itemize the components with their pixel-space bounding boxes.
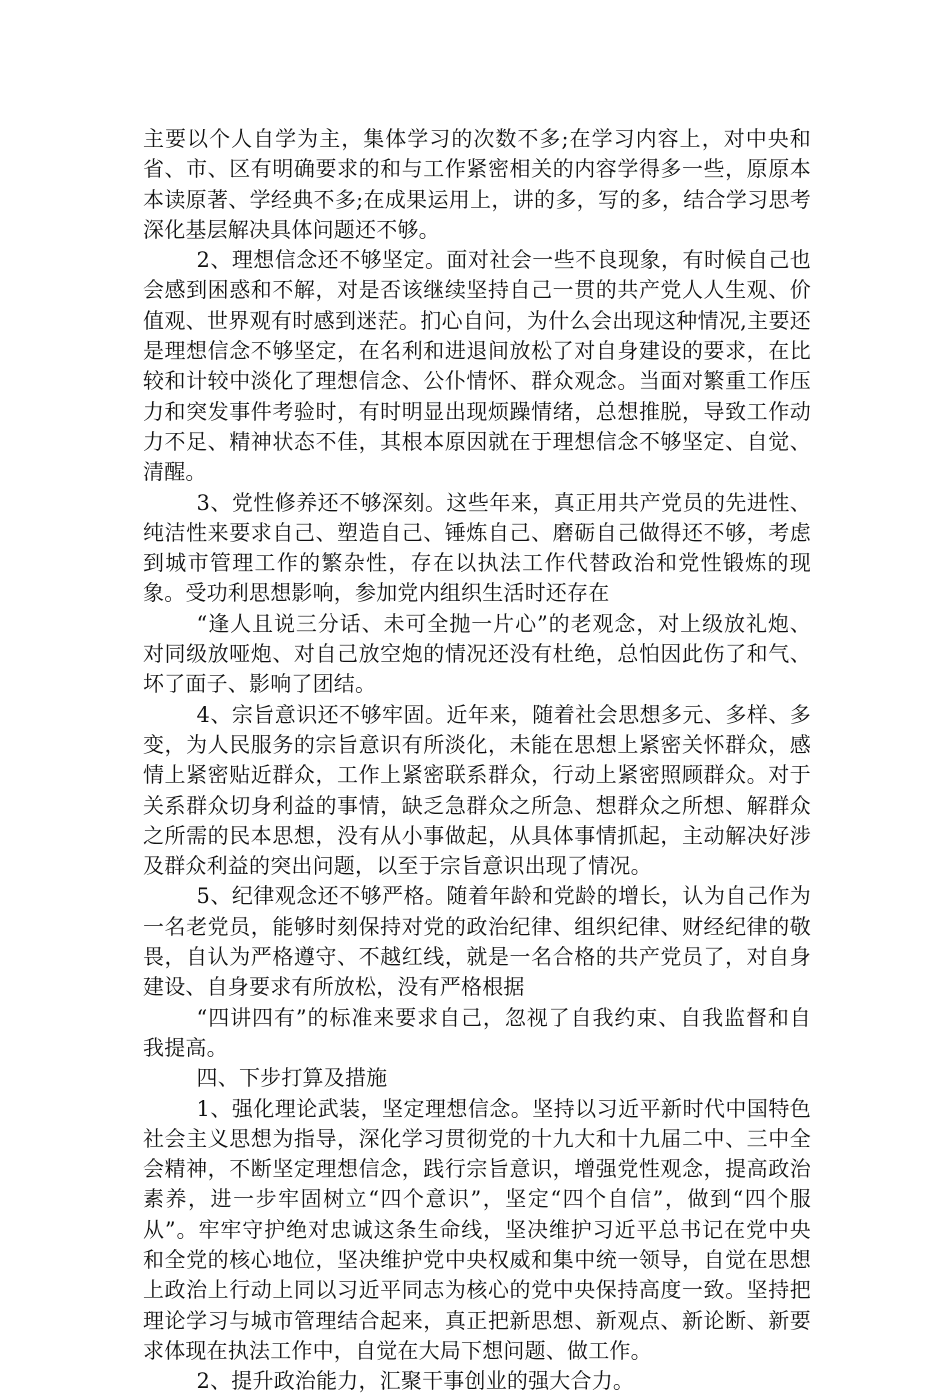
paragraph-theory-armament: 1、强化理论武装，坚定理想信念。坚持以习近平新时代中国特色社会主义思想为指导，深化学习贯彻党的十九大和十九届二中、三中全会精神，不断坚定理想信念，践行宗旨意识，增强党性观念，提高政治素养，进一步牢固树立“四个意识”，坚定“四个自信”，做到“四个服从”。牢牢守护绝对忠诚这条生命线，坚决维护习近平总书记在党中央和全党的核心地位，坚决维护党中央权威和集中统一领导，自觉在思想上政治上行动上同以习近平同志为核心的党中央保持高度一致。坚持把理论学习与城市管理结合起来，真正把新思想、新观点、新论断、新要求体现在执法工作中，自觉在大局下想问题、做工作。: [143, 1096, 811, 1363]
paragraph-old-concept: “逢人且说三分话、未可全抛一片心”的老观念，对上级放礼炮、对同级放哑炮、对自己放空炮的情况还没有杜绝，总怕因此伤了和气、坏了面子、影响了团结。: [143, 611, 811, 697]
paragraph-purpose-awareness: 4、宗旨意识还不够牢固。近年来，随着社会思想多元、多样、多变，为人民服务的宗旨意识有所淡化，未能在思想上紧密关怀群众，感情上紧密贴近群众，工作上紧密联系群众，行动上紧密照顾群众。对于关系群众切身利益的事情，缺乏急群众之所急、想群众之所想、解群众之所需的民本思想，没有从小事做起，从具体事情抓起，主动解决好涉及群众利益的突出问题，以至于宗旨意识出现了情况。: [143, 702, 811, 879]
document-body: [143, 124, 811, 1396]
paragraph-four-talks: “四讲四有”的标准来要求自己，忽视了自我约束、自我监督和自我提高。: [143, 1005, 811, 1060]
section-heading-next-steps: 四、下步打算及措施: [196, 1066, 388, 1091]
paragraph-party-spirit: 3、党性修养还不够深刻。这些年来，真正用共产党员的先进性、纯洁性来要求自己、塑造自己、锤炼自己、磨砺自己做得还不够，考虑到城市管理工作的繁杂性，存在以执法工作代替政治和党性锻炼的现象。受功利思想影响，参加党内组织生活时还存在: [143, 490, 811, 606]
paragraph-political-ability: 2、提升政治能力，汇聚干事创业的强大合力。: [196, 1369, 635, 1394]
paragraph-ideals-beliefs: 2、理想信念还不够坚定。面对社会一些不良现象，有时候自己也会感到困惑和不解，对是否该继续坚持自己一贯的共产党人人生观、价值观、世界观有时感到迷茫。扪心自问，为什么会出现这种情况,主要还是理想信念不够坚定，在名利和进退间放松了对自身建设的要求，在比较和计较中淡化了理想信念、公仆情怀、群众观念。当面对繁重工作压力和突发事件考验时，有时明显出现烦躁情绪，总想推脱，导致工作动力不足、精神状态不佳，其根本原因就在于理想信念不够坚定、自觉、清醒。: [143, 248, 811, 485]
paragraph-study-methods: 主要以个人自学为主，集体学习的次数不多;在学习内容上，对中央和省、市、区有明确要求的和与工作紧密相关的内容学得多一些，原原本本读原著、学经典不多;在成果运用上，讲的多，写的多，结合学习思考深化基层解决具体问题还不够。: [143, 127, 811, 242]
paragraph-discipline: 5、纪律观念还不够严格。随着年龄和党龄的增长，认为自己作为一名老党员，能够时刻保持对党的政治纪律、组织纪律、财经纪律的敬畏，自认为严格遵守、不越红线，就是一名合格的共产党员了，对自身建设、自身要求有所放松，没有严格根据: [143, 884, 811, 1000]
